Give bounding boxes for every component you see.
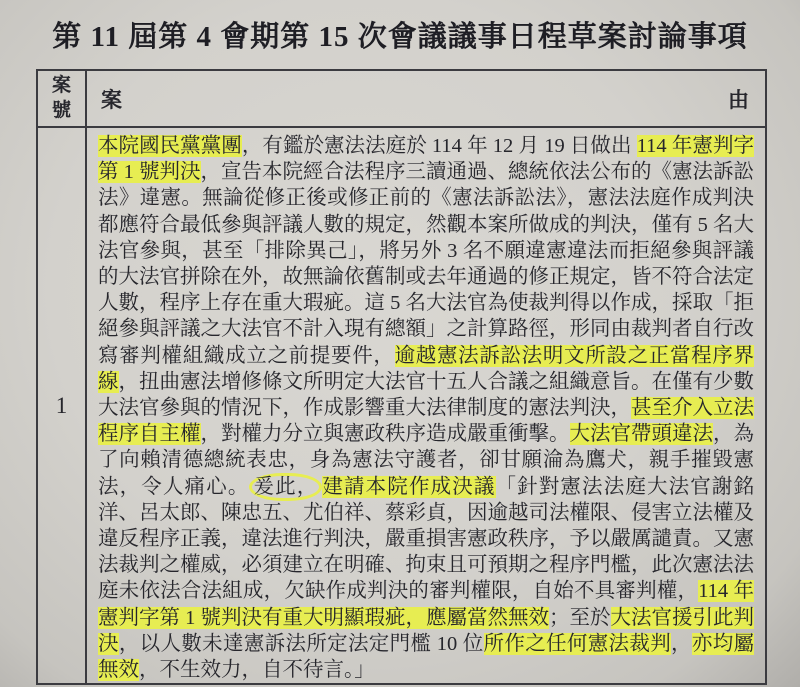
body-text: ；至於 (549, 606, 611, 629)
body-text: ， (671, 632, 692, 655)
highlighted-text: 亦均屬無效 (98, 632, 755, 682)
body-text: ，為了向賴清德總統表忠，身為憲法守護者，卻甘願淪為鷹犬，親手摧毀憲法，令人痛心。 (98, 423, 754, 498)
circled-text: 爰此， (249, 473, 322, 501)
case-number: 1 (55, 392, 68, 418)
highlighted-text: 所作之任何憲法裁判 (483, 632, 672, 655)
highlighted-text: 大法官援引此判決 (98, 606, 754, 655)
header-case-number-char2: 號 (51, 99, 71, 121)
header-subject-left-char: 案 (101, 87, 122, 112)
body-text: ，扭曲憲法增修條文所明定大法官十五人合議之組織意旨。在僅有少數大法官參與的情況下，作成影響重大法律制度的憲法判決， (98, 370, 754, 420)
body-text: 「針對憲法法庭大法官謝銘洋、呂太郎、陳忠五、尤伯祥、蔡彩貞，因逾越司法權限、侵害立法權及違反程序正義，違法進行判決，嚴重損害憲政秩序，予以嚴厲譴責。又憲法裁判之權威，必須建立在明確、拘束且可預期之程序門檻，此次憲法法庭未依法合法組成，欠缺作成判決的審判權限，自始不具審判權， (98, 475, 755, 603)
case-subject-text (98, 133, 754, 683)
highlighted-text: 114 年憲判字第 1 號判決 (98, 135, 754, 184)
page-title: 第 11 屆第 4 會期第 15 次會議議事日程草案討論事項 (52, 21, 748, 53)
body-text: ，以人數未達憲訴法所定法定門檻 10 位 (118, 632, 484, 655)
body-text: ，不生效力，自不待言。」 (139, 659, 375, 682)
case-subject-cell (87, 128, 765, 683)
body-text: ，對權力分立與憲政秩序造成嚴重衝擊。 (200, 423, 570, 446)
header-case-number-char1: 案 (51, 74, 71, 96)
highlighted-text: 建請本院作成決議 (322, 475, 496, 498)
header-case-number (38, 71, 87, 126)
case-number-cell (38, 128, 87, 683)
highlighted-text: 逾越憲法訴訟法明文所設之正當程序界線 (98, 344, 755, 393)
body-text: ，宣告本院經合法程序三讀通過、總統依法公布的《憲法訴訟法》違憲。無論從修正後或修正前的《憲法訴訟法》，憲法法庭作成判決都應符合最低參與評議人數的規定，然觀本案所做成的判決，僅有 5 名大法官參與，甚至「排除異己」，將另外 3 名不願違憲違法而拒絕參與評議的大法官拼除在外，故無論依舊制或去年通過的修正規定，皆不符合法定人數，程序上存在重大瑕疵。這 5 名大法官為使裁判得以作成，採取「拒絕參與評議之大法官不計入現有總額」之計算路徑，形同由裁判者自行改寫審判權組織成立之前提要件， (98, 161, 754, 367)
highlighted-text: 大法官帶頭違法 (569, 423, 713, 446)
table-header-row (38, 71, 765, 128)
agenda-table (36, 69, 767, 685)
body-text: ，有鑑於憲法法庭於 114 年 12 月 19 日做出 (241, 135, 637, 157)
table-body-row (38, 128, 765, 683)
header-case-subject (87, 71, 765, 126)
highlighted-text: 114 年憲判字第 1 號判決有重大明顯瑕疵，應屬當然無效 (98, 580, 754, 629)
highlighted-text: 甚至介入立法程序自主權 (98, 397, 754, 446)
header-subject-right-char: 由 (728, 87, 749, 112)
highlighted-text: 本院國民黨黨團 (98, 135, 242, 157)
